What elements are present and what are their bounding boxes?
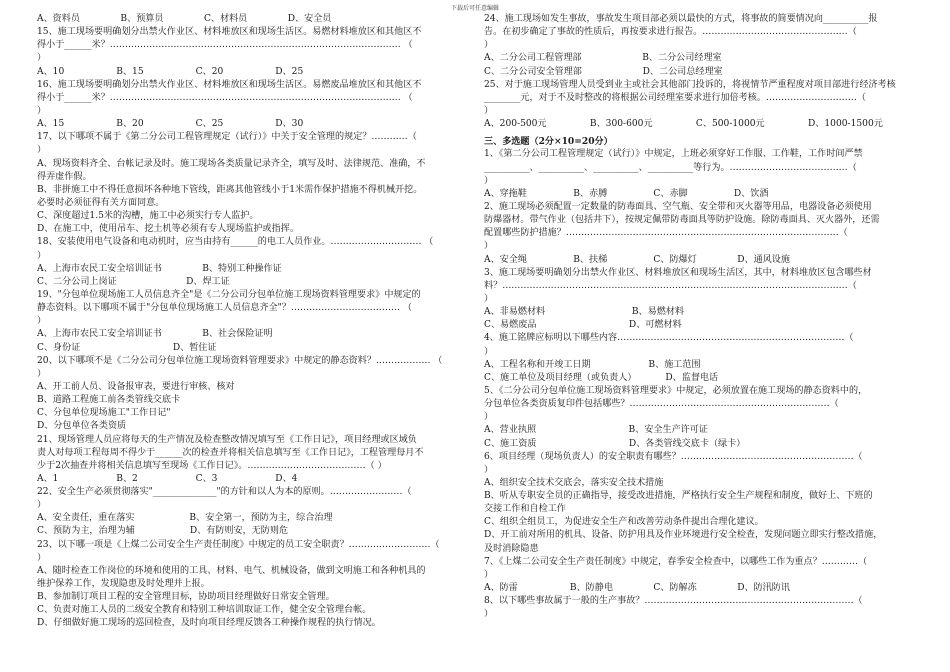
question-text-line: ） (484, 105, 494, 116)
question-text-line: 1、《第二分公司工程管理规定（试行）》中规定，上班必须穿好工作服、工作鞋，工作时间严禁 (484, 149, 863, 160)
question-text-line: ） (37, 53, 47, 64)
question-text-line: 8、以下哪些事故属于一般的生产事故？……………………………………………………………（ (484, 596, 863, 607)
question-text-line: 5、《二分公司分包单位施工现场资料管理要求》中规定，必须放置在施工现场的静态资料中的， (484, 385, 868, 396)
question-text-line: ） (37, 500, 47, 511)
question-text-line: A、随时检查工作岗位的环境和使用的工具、材料、电气、机械设备，做到文明施工和各种机具的 (37, 565, 426, 576)
question-text-line: A、开工前人员、设备报审表，要进行审核、核对 (37, 381, 235, 392)
answer-options-line: A、200-500元 B、300-600元 C、500-1000元 D、1000-1500元 (484, 119, 883, 130)
answer-options-line: A、上海市农民工安全培训证书 B、特别工种操作证 (37, 263, 282, 274)
question-text-line: C、分包单位现场施工"工作日记" (37, 408, 171, 419)
question-text-line: B、听从专职安全员的正确指导，接受改进措施，严格执行安全生产规程和制度，做好上、下班的 (484, 491, 873, 502)
question-text-line: 19、"分包单位现场施工人员信息齐全"是《二分公司分包单位施工现场资料管理要求》中规定的 (37, 289, 421, 300)
question-text-line: 22、安全生产必须贯彻落实"______________"的方针和以人为本的原则。……………………（ (37, 487, 412, 498)
answer-options-line: C、身份证 D、暂住证 (37, 342, 217, 353)
question-text-line: 分包单位各类资质复印件包括哪些？…………………………………………………………（ (484, 399, 839, 410)
question-text-line: ） (37, 105, 47, 116)
question-text-line: ） (37, 368, 47, 379)
question-text-line: 24、施工现场如发生事故，事故发生项目部必须以最快的方式，将事故的简要情况向__________报 (484, 14, 878, 24)
question-text-line: 23、以下哪一项是《上煤二公司安全生产责任制度》中规定的员工安全职责？………………………（ (37, 539, 440, 550)
question-text-line: C、负责对施工人员的二级安全教育和特别工种培训取证工作，健全安全管理台帐。 (37, 605, 372, 616)
question-text-line: 4、施工铭牌应标明以下哪些内容…………………………………………………………………（ (484, 333, 854, 344)
question-text-line: 交接工作和自检工作 (484, 504, 566, 515)
answer-options-line: A、二分公司工程管理部 B、二分公司经理室 (484, 53, 722, 64)
question-text-line: ） (484, 293, 494, 304)
question-text-line: ） (484, 346, 494, 357)
question-text-line: 17、以下哪项不属于《第二分公司工程管理规定（试行）》中关于安全管理的规定？…………（ (37, 132, 417, 143)
answer-options-line: C、施工资质 D、各类管线交底卡（绿卡） (484, 438, 746, 449)
question-text-line: B、道路工程施工前各类管线交底卡 (37, 395, 181, 406)
question-text-line: 7、《上煤二公司安全生产责任制度》中规定，春季安全检查中，以哪些工作为重点？…………（ (484, 556, 868, 567)
question-text-line: C、组织全组员工，为促进安全生产和改善劳动条件提出合理化建议。 (484, 517, 764, 528)
question-text-line: D、开工前对所用的机具、设备、防护用具及作业环境进行安全检查，发现问题立即实行整改措施， (484, 530, 883, 541)
question-text-line: 16、施工现场要明确划分出禁火作业区、材料堆放区和现场生活区。易燃废品堆放区和其他区不 (37, 79, 422, 90)
question-text-line: B、参加制订项目工程的安全管理目标，协助项目经理做好日常安全管理。 (37, 592, 335, 603)
answer-options-line: A、防雷 B、防静电 C、防解冻 D、防汛防讯 (484, 583, 790, 594)
answer-options-line: A、安全责任，重在落实 B、安全第一，预防为主，综合治理 (37, 513, 333, 524)
page-header-note: 下载后可任意编辑 (450, 5, 499, 12)
question-text-line: 防爆器材。带气作业（包括井下），按规定佩带防毒面具等防护设施。除防毒面具、灭火器外，还需 (484, 215, 880, 226)
question-text-line: 静态资料。以下哪项不属于"分包单位现场施工人员信息齐全"？……………………………… （ (37, 303, 413, 314)
question-text-line: ） (484, 412, 494, 423)
question-text-line: A、现场资料齐全、台帐记录及时。施工现场各类质量记录齐全，填写及时、法律规范、准确，不 (37, 158, 426, 169)
left-column (37, 13, 463, 631)
question-text-line: ） (37, 250, 47, 261)
answer-options-line: C、预防为主，治理为辅 D、有防则安，无防则危 (37, 526, 289, 537)
answer-options-line: C、易燃废品 D、可燃材料 (484, 320, 682, 331)
answer-options-line: A、1 B、2 C、3 D、4 (37, 473, 298, 484)
question-text-line: ） (484, 175, 494, 186)
answer-options-line: A、安全绳 B、扶梯 C、防爆灯 D、通风设施 (484, 254, 790, 265)
question-text-line: ） (37, 552, 47, 563)
answer-options-line: C、二分公司安全管理部 D、二公司总经理室 (484, 66, 723, 77)
question-text-line: 得小于______米？…………………………………………………………………………………… （ (37, 92, 413, 103)
question-text-line: 6、项目经理（现场负责人）的安全职责有哪些？…………………………………………………（ (484, 451, 863, 462)
question-text-line: C、深度超过1.5米的沟槽，施工中必须实行专人监护。 (37, 211, 259, 222)
question-text-line: 18、安装使用电气设备和电动机时，应当由持有______的电工人员作业。………………………… （ (37, 237, 434, 248)
question-text-line: 3、施工现场要明确划分出禁火作业区、材料堆放区和现场生活区，其中，材料堆放区包含哪些材 (484, 267, 872, 278)
question-text-line: ） (484, 569, 494, 580)
question-text-line: D、分包单位各类资质 (37, 421, 127, 432)
question-text-line: 必要时必须征得有关方面同意。 (37, 197, 165, 208)
question-text-line: ） (484, 40, 494, 51)
question-text-line: D、在施工中，使用吊车、挖土机等必须有专人现场监护或指挥。 (37, 224, 299, 235)
question-text-line: ） (484, 241, 494, 252)
question-text-line: 配置哪些防护措施？………………………………………………………………………………（ (484, 228, 848, 239)
question-text-line: __________、__________、__________、__________等行为。…………………………………（ (484, 162, 857, 173)
answer-options-line: A、工程名称和开竣工日期 B、施工范围 (484, 359, 701, 370)
question-text-line: ） (484, 464, 494, 475)
section-heading: 三、多选题（2分×10=20分） (484, 136, 613, 148)
question-text-line: 料？……………………………………………………………………………………………………（ (484, 280, 857, 291)
question-text-line: 20、以下哪项不是《二分公司分包单位施工现场资料管理要求》中规定的静态资料？……………… （ (37, 355, 443, 366)
question-text-line: 21、现场管理人员应将每天的生产情况及检查整改情况填写至《工作日记》，项目经理或区域负 (37, 434, 417, 445)
question-text-line: 得小于______米？…………………………………………………………………………………… （ (37, 40, 413, 51)
question-text-line: 2、施工现场必须配置一定数量的防毒面具、空气瓶、安全带和灭火器等用品，电器设备必须使用 (484, 201, 872, 212)
right-column (484, 13, 912, 621)
question-text-line: 责人对每项工程每周不得少于______次的检查并将相关信息填写至《工作日记》，工程管理每月不 (37, 447, 424, 458)
question-text-line: 15、施工现场要明确划分出禁火作业区、材料堆放区和现场生活区。易燃材料堆放区和其他区不 (37, 27, 422, 38)
answer-options-line: A、穿拖鞋 B、赤膊 C、赤脚 D、饮酒 (484, 188, 769, 199)
answer-options-line: A、资料员 B、预算员 C、材料员 D、安全员 (37, 14, 332, 24)
answer-options-line: A、上海市农民工安全培训证书 B、社会保险证明 (37, 329, 273, 340)
answer-options-line: A、15 B、20 C、25 D、30 (37, 119, 304, 130)
answer-options-line: A、10 B、15 C、20 D、25 (37, 66, 304, 77)
question-text-line: A、组织安全技术交底会，落实安全技术措施 (484, 477, 664, 488)
answer-options-line: C、施工单位及项目经理（或负责人） D、监督电话 (484, 372, 719, 383)
question-text-line: ） (37, 316, 47, 327)
question-text-line: 少于2次抽查并将相关信息填写至现场《工作日记》。…………………………………（ ） (37, 460, 387, 471)
question-text-line: 告。在初步确定了事故的性质后，再按要求进行报告。…………………………………………（ (484, 27, 857, 38)
question-text-line: 25、对于施工现场管理人员受到业主或社会其他部门投诉的，将视情节严重程度对项目部进行经济考核 (484, 79, 896, 90)
question-text-line: 及时消除隐患 (484, 543, 539, 554)
answer-options-line: C、二分公司上岗证 D、焊工证 (37, 276, 230, 287)
answer-options-line: A、营业执照 B、安全生产许可证 (484, 425, 708, 436)
question-text-line: D、仔细做好施工现场的巡回检查，及时向项目经理反馈各工种操作规程的执行情况。 (37, 618, 381, 629)
question-text-line: ） (484, 609, 494, 620)
question-text-line: ________元，对于不及时整改的将根据公司经理室要求进行加倍考核。…………………………（ (484, 92, 866, 103)
question-text-line: 得弄虚作假。 (37, 171, 92, 182)
question-text-line: 维护保养工作，发现隐患及时处理并上报。 (37, 579, 210, 590)
question-text-line: B、非拼施工中不得任意损坏各种地下管线，距离其他管线小于1米需作保护措施不得机械开挖。 (37, 184, 423, 195)
question-text-line: ） (37, 145, 47, 156)
answer-options-line: A、非易燃材料 B、易燃材料 (484, 307, 685, 318)
